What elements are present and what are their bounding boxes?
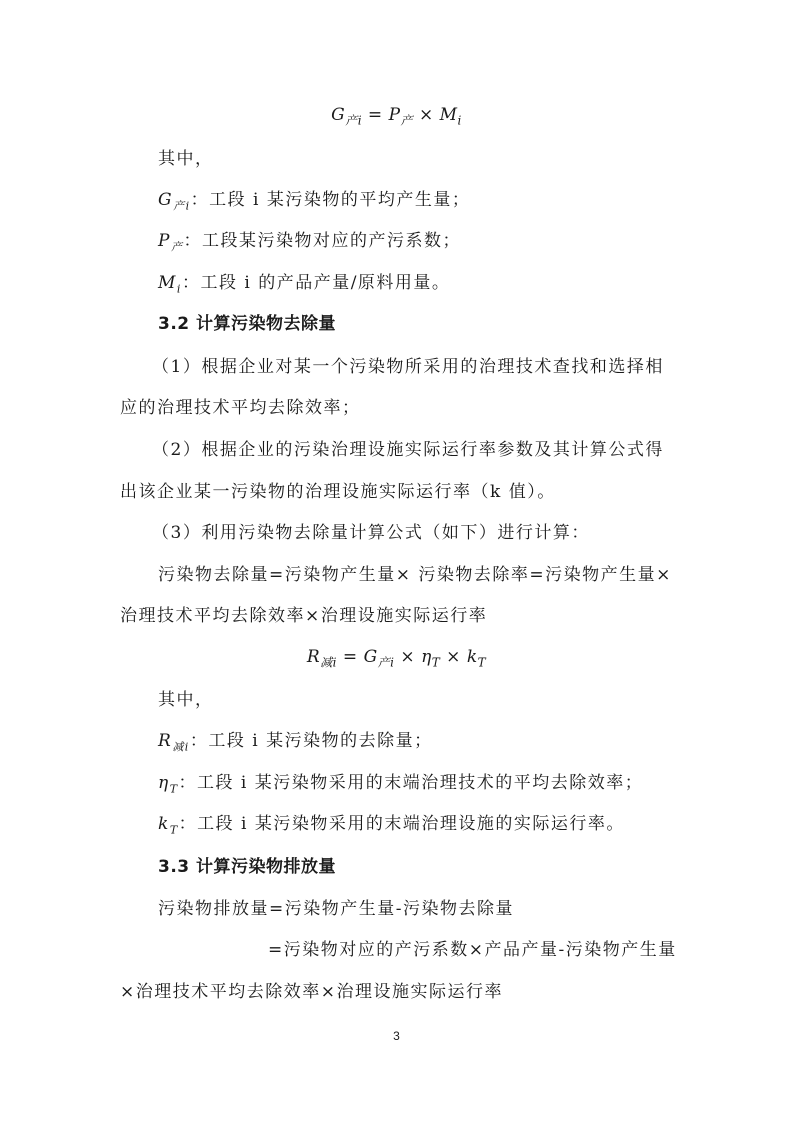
formula-generation: $G_{产i} = P_产 \times M_i$ <box>331 105 462 128</box>
definition-p: $P_产$：工段某污染物对应的产污系数； <box>158 231 461 254</box>
paragraph-step2-line2: 出该企业某一污染物的治理设施实际运行率（k 值）。 <box>120 482 556 502</box>
formula-removal: $R_{减i} = G_{产i} \times \eta_T \times k_T$ <box>306 647 487 670</box>
section-heading-3-2: 3.2 计算污染物去除量 <box>158 314 337 334</box>
paragraph-step1-line2: 应的治理技术平均去除效率； <box>120 398 361 418</box>
removal-formula-text-line1: 污染物去除量=污染物产生量× 污染物去除率=污染物产生量× <box>158 565 672 585</box>
paragraph-step3: （3）利用污染物去除量计算公式（如下）进行计算： <box>152 523 590 543</box>
section-heading-3-3: 3.3 计算污染物排放量 <box>158 857 337 877</box>
paragraph-step2-line1: （2）根据企业的污染治理设施实际运行率参数及其计算公式得 <box>152 440 664 460</box>
where-label: 其中， <box>158 149 214 169</box>
definition-r: $R_{减i}$：工段 i 某污染物的去除量； <box>158 731 433 754</box>
page-number: 3 <box>393 1029 400 1043</box>
definition-k: $k_T$：工段 i 某污染物采用的末端治理设施的实际运行率。 <box>158 814 625 837</box>
removal-formula-text-line2: 治理技术平均去除效率×治理设施实际运行率 <box>120 606 488 626</box>
emission-line3: ×治理技术平均去除效率×治理设施实际运行率 <box>120 982 503 1002</box>
where-label-2: 其中， <box>158 690 214 710</box>
definition-g: $G_{产i}$：工段 i 某污染物的平均产生量； <box>158 190 471 213</box>
emission-line2: =污染物对应的产污系数×产品产量-污染物产生量 <box>268 940 677 960</box>
definition-eta: $\eta_T$：工段 i 某污染物采用的末端治理技术的平均去除效率； <box>158 773 644 796</box>
paragraph-step1-line1: （1）根据企业对某一个污染物所采用的治理技术查找和选择相 <box>152 357 664 377</box>
emission-line1: 污染物排放量=污染物产生量-污染物去除量 <box>158 899 514 919</box>
definition-m: $M_i$：工段 i 的产品产量/原料用量。 <box>158 273 451 296</box>
